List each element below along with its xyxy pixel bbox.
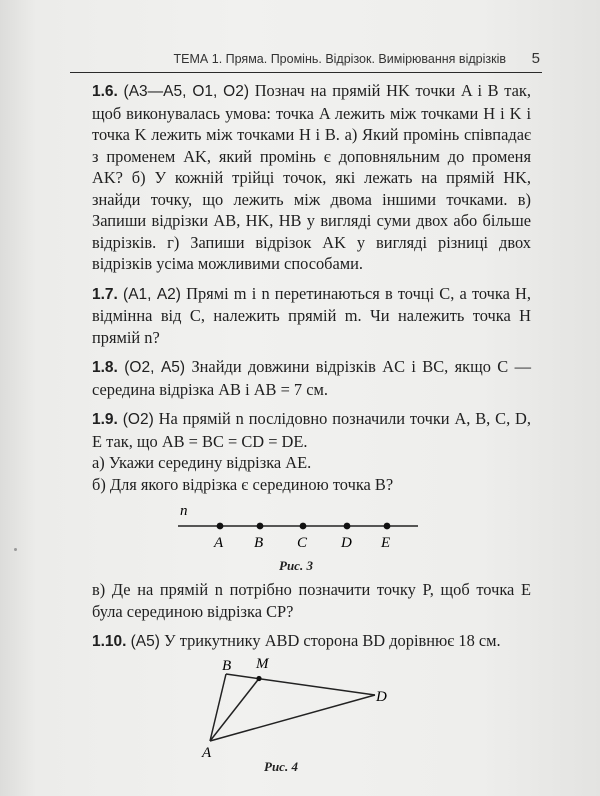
problem-number: 1.10. xyxy=(92,633,127,650)
label-b: B xyxy=(254,535,264,551)
problem-1-9 xyxy=(92,408,531,452)
figure-4-caption: Рис. 4 xyxy=(264,758,298,774)
problem-text: Знайди довжини відрізків AC і BC, якщо C — середина відрізка AB і AB = 7 см. xyxy=(92,357,531,399)
page-content xyxy=(92,80,531,778)
label-e: E xyxy=(381,535,391,551)
problem-text: Прямі m і n перетинаються в точці C, а точка H, відмінна від C, належить прямій m. Чи належить точка H прямій n? xyxy=(92,283,531,347)
problem-1-7 xyxy=(92,283,531,349)
problem-tags: (А5) xyxy=(130,633,160,650)
running-header xyxy=(70,50,542,73)
side-ad xyxy=(210,695,375,741)
problem-number: 1.8. xyxy=(92,359,118,376)
problem-tags: (О2) xyxy=(122,411,154,428)
problem-tags: (А3—А5, О1, О2) xyxy=(123,83,250,100)
label-a: A xyxy=(202,744,212,761)
problem-tags: (О2, А5) xyxy=(124,359,186,376)
label-d: D xyxy=(341,535,352,551)
point-a xyxy=(217,523,224,530)
problem-text: На прямій n послідовно позначили точки A, B, C, D, E так, що AB = BC = CD = DE. xyxy=(92,409,531,451)
label-m: M xyxy=(256,655,269,672)
problem-1-9-part-c: в) Де на прямій n потрібно позначити точку P, щоб точка E була серединою відрізка CP? xyxy=(92,580,531,621)
point-d xyxy=(344,523,351,530)
problem-1-9-part-a: а) Укажи середину відрізка AE. xyxy=(92,453,312,472)
problem-number: 1.6. xyxy=(92,83,118,100)
problem-text: У трикутнику ABD сторона BD дорівнює 18 см. xyxy=(164,631,501,650)
problem-1-8 xyxy=(92,356,531,400)
problem-1-6 xyxy=(92,80,531,275)
problem-number: 1.7. xyxy=(92,285,118,303)
problem-tags: (А1, А2) xyxy=(123,285,181,303)
figure-3 xyxy=(92,495,531,579)
label-a: A xyxy=(214,535,224,551)
label-c: C xyxy=(297,535,308,551)
point-c xyxy=(300,523,307,530)
label-b: B xyxy=(222,657,232,674)
page-number: 5 xyxy=(531,50,540,67)
problem-number: 1.9. xyxy=(92,411,118,428)
figure-4 xyxy=(92,653,531,778)
problem-1-9-part-b: б) Для якого відрізка є серединою точка B? xyxy=(92,474,394,494)
problem-text: Познач на прямій HK точки A і B так, щоб виконувалась умова: точка A лежить між точками H і K і точка K лежить між точками H і B. а) Який промінь співпадає з променем AK, який промінь є доповняльним до променя AK? б) У кожній трійці точок, які лежать на прямій HK, знайди точку, що лежить між двома іншими точками. в) Запиши відрізки AB, HK, HB у вигляді суми двох або більше відрізків. г) Запиши відрізок AK у вигляді різниці двох відрізків усіма можливими способами. xyxy=(92,81,531,273)
point-m xyxy=(256,675,261,680)
margin-mark xyxy=(14,548,17,551)
header-title: ТЕМА 1. Пряма. Промінь. Відрізок. Вимірювання відрізків xyxy=(173,52,506,66)
label-d: D xyxy=(376,688,387,705)
line-label-n: n xyxy=(180,503,188,519)
point-e xyxy=(384,523,391,530)
problem-1-10 xyxy=(92,630,531,653)
point-b xyxy=(257,523,264,530)
figure-3-caption: Рис. 3 xyxy=(279,558,313,573)
